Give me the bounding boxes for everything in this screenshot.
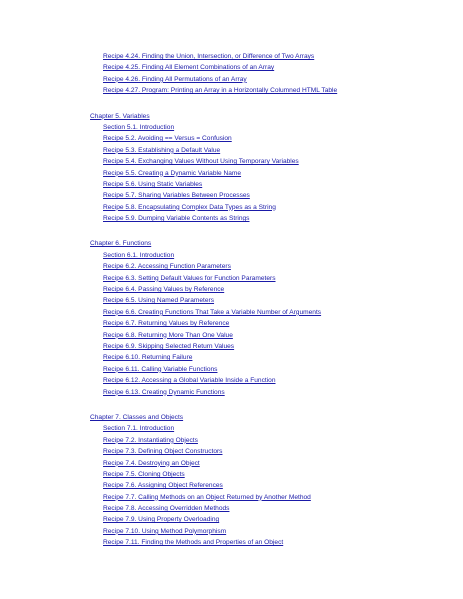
toc-link-recipe-4-24[interactable]: Recipe 4.24. Finding the Union, Intersection, or Difference of Two Arrays [103,53,315,60]
toc-link-recipe-6-9[interactable]: Recipe 6.9. Skipping Selected Return Values [103,342,235,350]
toc-link-recipe-5-7[interactable]: Recipe 5.7. Sharing Variables Between Processes [103,192,250,200]
toc-link-section-5-1[interactable]: Section 5.1. Introduction [103,123,175,131]
toc-link-chapter-6[interactable]: Chapter 6. Functions [90,240,152,248]
toc-link-recipe-5-2[interactable]: Recipe 5.2. Avoiding == Versus = Confusion [103,135,232,143]
toc-link-chapter-5[interactable]: Chapter 5. Variables [90,112,150,120]
toc-link-recipe-5-4[interactable]: Recipe 5.4. Exchanging Values Without Using Temporary Variables [103,158,299,166]
toc-link-recipe-7-7[interactable]: Recipe 7.7. Calling Methods on an Object Returned by Another Method [103,493,311,501]
toc-group-chapter-4-continued [0,51,463,97]
toc-link-recipe-7-8[interactable]: Recipe 7.8. Accessing Overridden Methods [103,505,230,513]
toc-link-recipe-4-25[interactable]: Recipe 4.25. Finding All Element Combinations of an Array [103,64,275,72]
toc-link-recipe-7-11[interactable]: Recipe 7.11. Finding the Methods and Properties of an Object [103,539,284,547]
toc-link-recipe-6-2[interactable]: Recipe 6.2. Accessing Function Parameters [103,263,231,271]
toc-link-recipe-7-10[interactable]: Recipe 7.10. Using Method Polymorphism [103,527,227,535]
toc-link-recipe-6-11[interactable]: Recipe 6.11. Calling Variable Functions [103,365,218,373]
toc-link-recipe-5-3[interactable]: Recipe 5.3. Establishing a Default Value [103,146,221,154]
toc-group-chapter-6 [0,238,463,397]
toc-link-recipe-6-10[interactable]: Recipe 6.10. Returning Failure [103,354,193,362]
toc-link-recipe-6-3[interactable]: Recipe 6.3. Setting Default Values for Function Parameters [103,274,276,282]
toc-link-recipe-7-4[interactable]: Recipe 7.4. Destroying an Object [103,459,200,467]
toc-link-recipe-7-5[interactable]: Recipe 7.5. Cloning Objects [103,470,185,478]
toc-link-recipe-5-5[interactable]: Recipe 5.5. Creating a Dynamic Variable Name [103,169,242,177]
toc-link-recipe-6-4[interactable]: Recipe 6.4. Passing Values by Reference [103,286,225,294]
toc-link-recipe-7-2[interactable]: Recipe 7.2. Instantiating Objects [103,436,198,444]
toc-link-recipe-6-13[interactable]: Recipe 6.13. Creating Dynamic Functions [103,388,225,396]
toc-group-chapter-7 [0,412,463,549]
toc-link-recipe-6-6[interactable]: Recipe 6.6. Creating Functions That Take a Variable Number of Arguments [103,308,322,316]
toc-link-section-7-1[interactable]: Section 7.1. Introduction [103,425,175,433]
table-of-contents [0,51,463,549]
toc-link-recipe-7-3[interactable]: Recipe 7.3. Defining Object Constructors [103,448,223,456]
toc-link-section-6-1[interactable]: Section 6.1. Introduction [103,251,175,259]
toc-link-recipe-4-26[interactable]: Recipe 4.26. Finding All Permutations of an Array [103,75,247,83]
toc-link-recipe-5-8[interactable]: Recipe 5.8. Encapsulating Complex Data Types as a String [103,203,276,211]
toc-link-recipe-7-6[interactable]: Recipe 7.6. Assigning Object References [103,482,223,490]
toc-link-recipe-6-12[interactable]: Recipe 6.12. Accessing a Global Variable Inside a Function [103,377,276,385]
toc-link-recipe-5-6[interactable]: Recipe 5.6. Using Static Variables [103,180,203,188]
toc-group-chapter-5 [0,111,463,225]
toc-link-recipe-6-7[interactable]: Recipe 6.7. Returning Values by Reference [103,320,230,328]
toc-link-chapter-7[interactable]: Chapter 7. Classes and Objects [90,413,184,421]
toc-link-recipe-7-9[interactable]: Recipe 7.9. Using Property Overloading [103,516,220,524]
toc-link-recipe-5-9[interactable]: Recipe 5.9. Dumping Variable Contents as Strings [103,215,250,223]
toc-link-recipe-4-27[interactable]: Recipe 4.27. Program: Printing an Array in a Horizontally Columned HTML Table [103,87,338,95]
toc-link-recipe-6-5[interactable]: Recipe 6.5. Using Named Parameters [103,297,215,305]
toc-link-recipe-6-8[interactable]: Recipe 6.8. Returning More Than One Value [103,331,233,339]
